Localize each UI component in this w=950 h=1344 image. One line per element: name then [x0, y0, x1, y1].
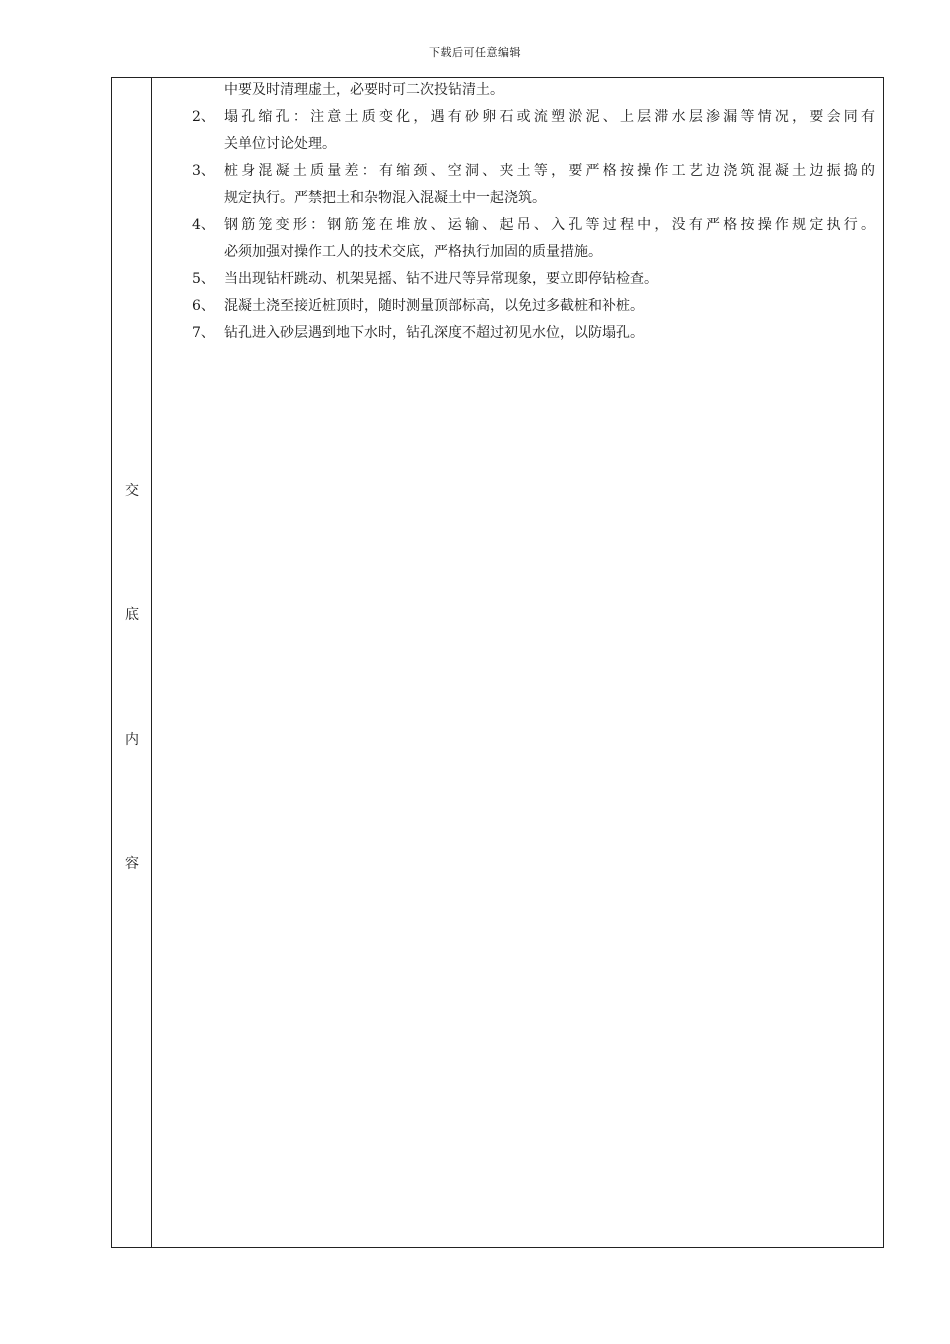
item-text: 钻孔进入砂层遇到地下水时，钻孔深度不超过初见水位，以防塌孔。 [224, 325, 644, 341]
content-cell [152, 78, 883, 350]
label-char-jiao: 交 [125, 483, 139, 499]
item-text: 钢筋笼变形：钢筋笼在堆放、运输、起吊、入孔等过程中，没有严格按操作规定执行。 [224, 217, 875, 233]
item-text: 塌孔缩孔：注意土质变化，遇有砂卵石或流塑淤泥、上层滞水层渗漏等情况，要会同有 [224, 109, 875, 125]
item-text: 混凝土浇至接近桩顶时，随时测量顶部标高，以免过多截桩和补桩。 [224, 298, 644, 314]
content-line [152, 80, 883, 107]
item-number: 3、 [192, 163, 215, 179]
disclosure-table [111, 77, 884, 1248]
content-line [152, 188, 883, 215]
item-number: 7、 [192, 325, 215, 341]
content-line [152, 296, 883, 323]
content-line [152, 134, 883, 161]
content-line [152, 323, 883, 350]
item-text: 中要及时清理虚土，必要时可二次投钻清土。 [224, 82, 504, 98]
content-line [152, 269, 883, 296]
content-line [152, 161, 883, 188]
content-line [152, 215, 883, 242]
item-text: 桩身混凝土质量差：有缩颈、空洞、夹土等，要严格按操作工艺边浇筑混凝土边振捣的 [224, 163, 875, 179]
item-number: 5、 [192, 271, 215, 287]
label-column [112, 78, 152, 1247]
label-char-rong: 容 [125, 856, 139, 872]
item-text: 关单位讨论处理。 [224, 136, 336, 152]
item-text: 必须加强对操作工人的技术交底，严格执行加固的质量措施。 [224, 244, 602, 260]
content-line [152, 107, 883, 134]
item-text: 当出现钻杆跳动、机架晃摇、钻不进尺等异常现象，要立即停钻检查。 [224, 271, 658, 287]
label-char-nei: 内 [125, 732, 139, 748]
content-line [152, 242, 883, 269]
page-header-note: 下载后可任意编辑 [429, 46, 521, 59]
item-number: 2、 [192, 109, 215, 125]
item-number: 4、 [192, 217, 215, 233]
label-char-di: 底 [125, 607, 139, 623]
item-text: 规定执行。严禁把土和杂物混入混凝土中一起浇筑。 [224, 190, 546, 206]
item-number: 6、 [192, 298, 215, 314]
